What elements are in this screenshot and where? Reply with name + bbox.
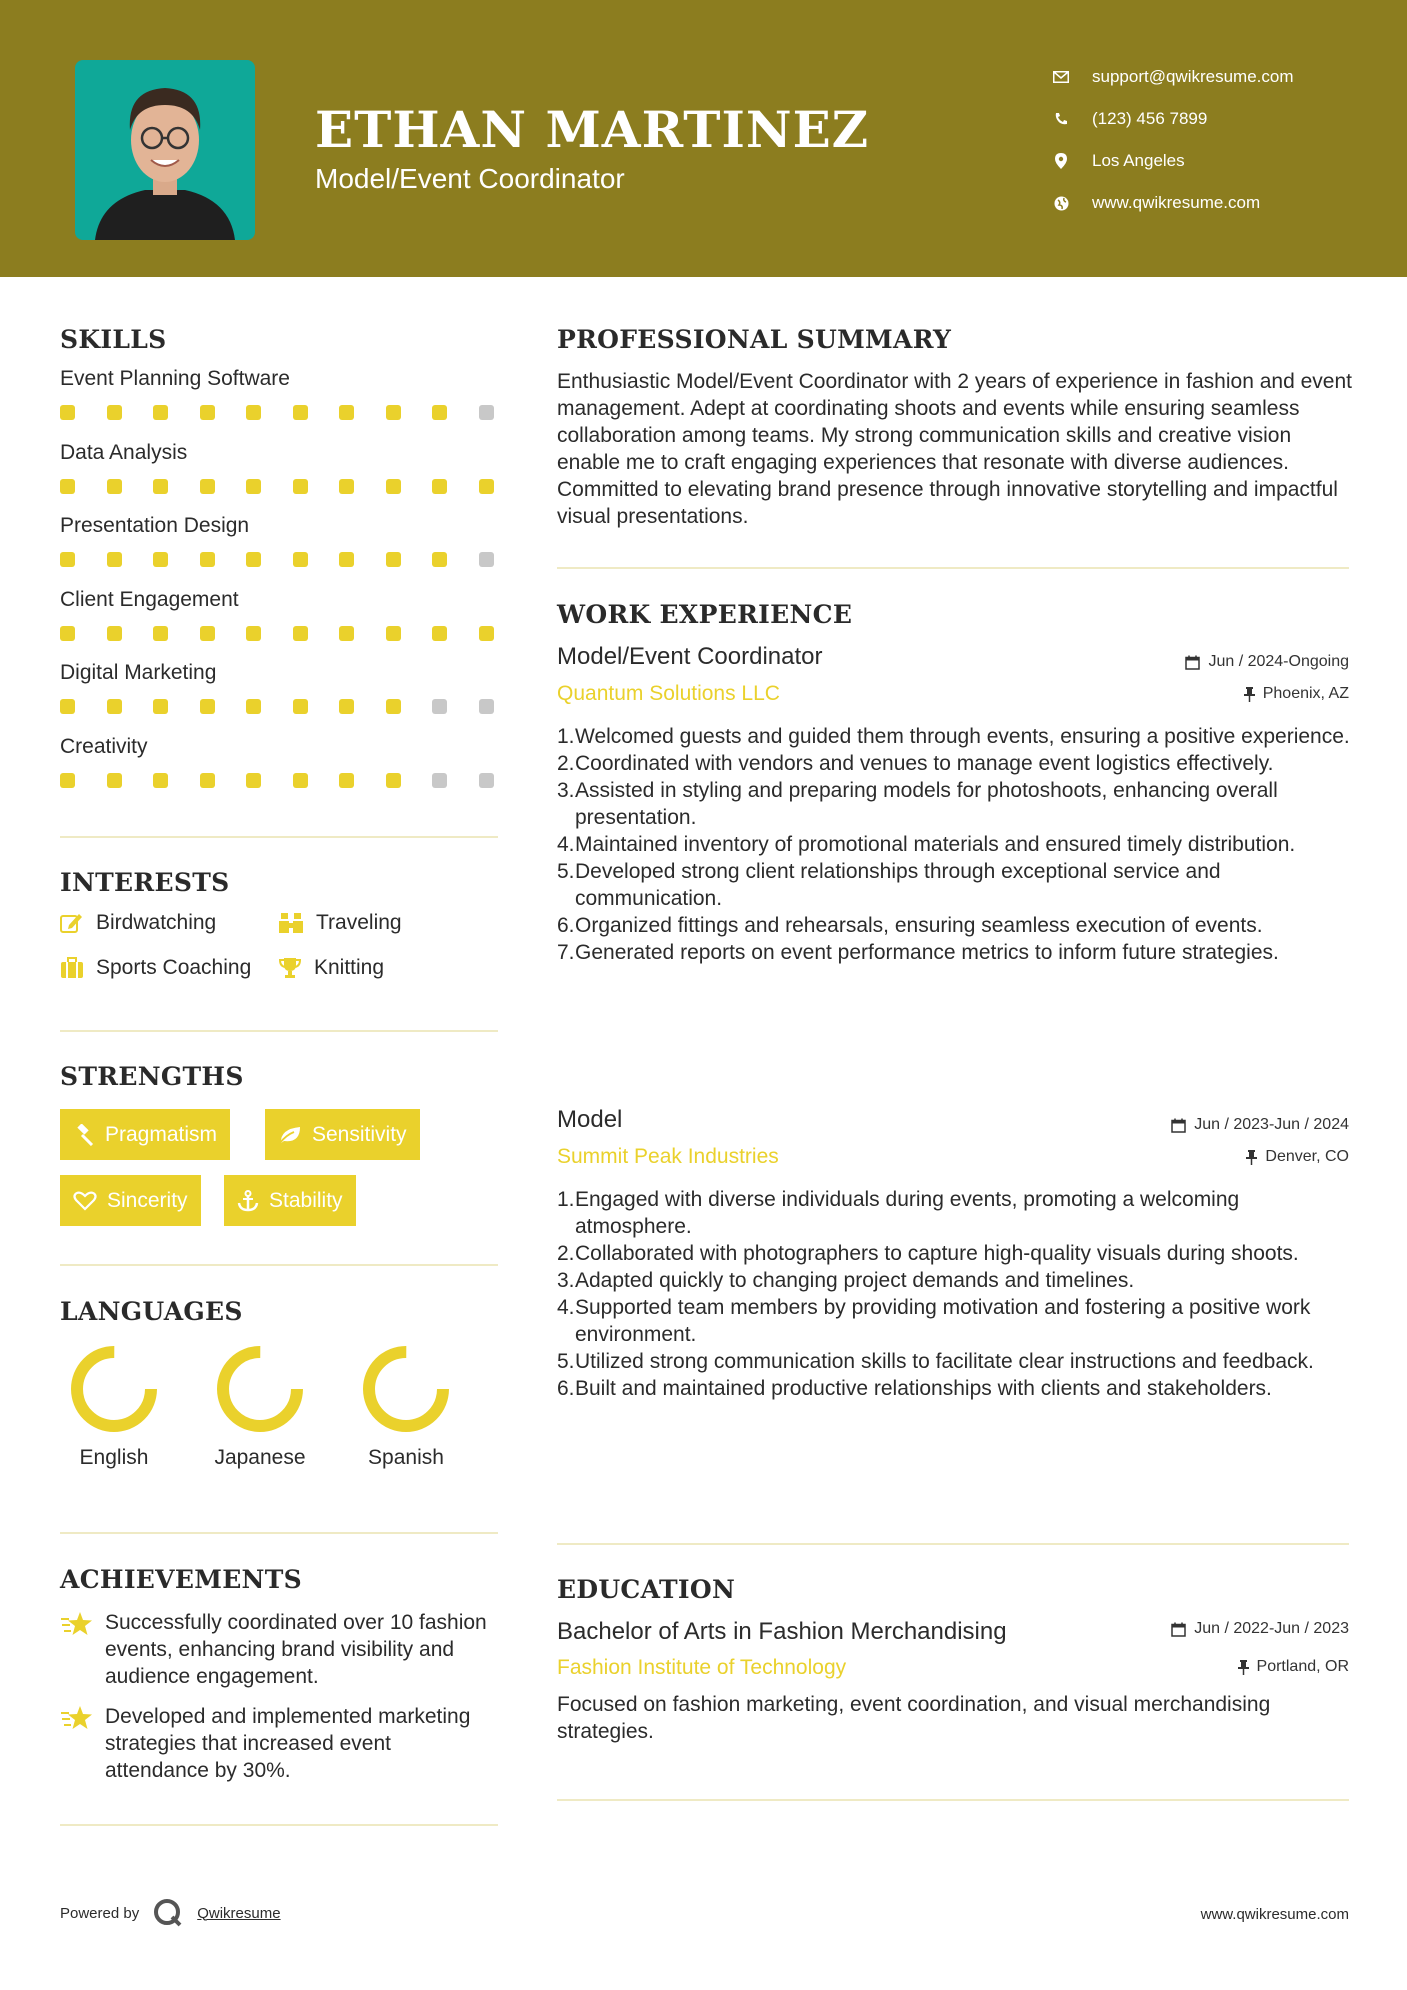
rating-dot	[293, 773, 308, 788]
rating-dot	[339, 773, 354, 788]
list-item: 6. Built and maintained productive relationships with clients and stakeholders.	[557, 1377, 1272, 1400]
list-item: 1. Welcomed guests and guided them through events, ensuring a positive experience.	[557, 725, 1350, 748]
skill-rating	[60, 773, 525, 788]
skill-rating	[60, 626, 525, 641]
language-item	[70, 1345, 170, 1470]
list-item: 6. Organized fittings and rehearsals, ensuring seamless execution of events.	[557, 914, 1263, 937]
rating-dot	[153, 626, 168, 641]
rating-dot	[432, 699, 447, 714]
section-divider	[557, 1543, 1349, 1545]
rating-dot	[293, 626, 308, 641]
interest-item	[278, 911, 402, 935]
location-text: Denver, CO	[1265, 1148, 1349, 1165]
rating-dot	[432, 773, 447, 788]
contact-email[interactable]	[1050, 56, 1294, 98]
achievement-text: Successfully coordinated over 10 fashion events, enhancing brand visibility and audience engagement.	[105, 1611, 487, 1688]
candidate-title: Model/Event Coordinator	[315, 163, 625, 194]
interest-label: Sports Coaching	[96, 956, 252, 979]
rating-dot	[479, 773, 494, 788]
strength-label: Sincerity	[107, 1188, 188, 1212]
rating-dot	[293, 405, 308, 420]
rating-dot	[60, 552, 75, 567]
rating-dot	[153, 479, 168, 494]
interest-item	[278, 956, 384, 980]
rating-dot	[153, 773, 168, 788]
rating-dot	[153, 405, 168, 420]
rating-dot	[432, 479, 447, 494]
location-text: Phoenix, AZ	[1262, 685, 1349, 702]
heart-icon	[73, 1191, 97, 1211]
list-item: 5. Developed strong client relationships through exceptional service and communication.	[557, 860, 1221, 910]
education-dates	[1171, 1620, 1349, 1638]
rating-dot	[479, 626, 494, 641]
list-item: 4. Maintained inventory of promotional materials and ensured timely distribution.	[557, 833, 1296, 856]
skill-label: Client Engagement	[60, 587, 239, 611]
calendar-icon	[1171, 1622, 1186, 1637]
job-location	[1244, 685, 1349, 703]
pushpin-icon	[1244, 687, 1255, 702]
section-divider	[60, 1824, 498, 1826]
rating-dot	[386, 773, 401, 788]
job-title: Model	[557, 1106, 623, 1133]
rating-dot	[107, 773, 122, 788]
dates-text: Jun / 2022-Jun / 2023	[1194, 1620, 1349, 1637]
phone-text: (123) 456 7899	[1092, 109, 1208, 128]
email-text: support@qwikresume.com	[1092, 67, 1294, 86]
rating-dot	[107, 699, 122, 714]
rating-dot	[479, 479, 494, 494]
calendar-icon	[1185, 655, 1200, 670]
binoculars-icon	[278, 912, 304, 934]
anchor-icon	[237, 1190, 259, 1212]
skill-label: Digital Marketing	[60, 661, 217, 684]
skill-rating	[60, 405, 525, 420]
section-divider	[557, 567, 1349, 569]
education-heading: EDUCATION	[557, 1575, 736, 1604]
dates-text: Jun / 2024-Ongoing	[1208, 653, 1349, 670]
rating-dot	[432, 405, 447, 420]
powered-by-text: Powered by	[60, 1904, 140, 1922]
rating-dot	[60, 773, 75, 788]
strength-label: Sensitivity	[312, 1122, 407, 1146]
gavel-icon	[73, 1124, 95, 1146]
rating-dot	[153, 699, 168, 714]
job-dates	[1185, 653, 1349, 671]
rating-dot	[200, 773, 215, 788]
strength-tag	[224, 1175, 356, 1226]
school-name: Fashion Institute of Technology	[557, 1656, 847, 1679]
rating-dot	[386, 626, 401, 641]
rating-dot	[60, 699, 75, 714]
rating-dot	[386, 552, 401, 567]
languages-heading: LANGUAGES	[60, 1297, 243, 1326]
skill-rating	[60, 552, 525, 567]
job-title: Model/Event Coordinator	[557, 643, 823, 670]
skill-label: Creativity	[60, 734, 148, 758]
rating-dot	[479, 699, 494, 714]
rating-dot	[60, 405, 75, 420]
skill-label: Presentation Design	[60, 514, 250, 537]
job-dates	[1171, 1116, 1349, 1134]
rating-dot	[386, 479, 401, 494]
skill-rating	[60, 479, 525, 494]
location-text: Los Angeles	[1092, 151, 1185, 170]
interest-label: Traveling	[316, 911, 402, 934]
language-gauge	[362, 1345, 462, 1445]
language-label: Japanese	[214, 1446, 306, 1469]
achievements-heading: ACHIEVEMENTS	[60, 1565, 302, 1594]
rating-dot	[339, 405, 354, 420]
star-icon	[60, 1703, 105, 1784]
language-gauge	[216, 1345, 316, 1445]
rating-dot	[246, 405, 261, 420]
rating-dot	[479, 552, 494, 567]
rating-dot	[339, 479, 354, 494]
rating-dot	[107, 405, 122, 420]
phone-icon	[1050, 112, 1072, 126]
interest-item	[60, 911, 216, 935]
footer-website[interactable]: www.qwikresume.com	[1200, 1906, 1349, 1923]
summary-text: Enthusiastic Model/Event Coordinator with 2 years of experience in fashion and event management. Adept at coordinating shoots and events while ensuring seamless collaboration among teams. My strong communication skills and creative vision enable me to craft engaging experiences that resonate with diverse audiences. Committed to elevating brand presence through innovative storytelling and impactful visual presentations.	[557, 370, 1352, 528]
achievement-item	[60, 1609, 500, 1690]
company-name: Quantum Solutions LLC	[557, 682, 780, 705]
strength-label: Stability	[269, 1188, 343, 1212]
rating-dot	[339, 699, 354, 714]
education-description: Focused on fashion marketing, event coordination, and visual merchandising strategies.	[557, 1693, 1271, 1743]
interest-label: Knitting	[314, 956, 385, 979]
contact-phone[interactable]	[1050, 98, 1294, 140]
rating-dot	[432, 552, 447, 567]
rating-dot	[293, 479, 308, 494]
section-divider	[60, 1264, 498, 1266]
contact-website[interactable]	[1050, 182, 1294, 224]
rating-dot	[246, 699, 261, 714]
list-item: 1. Engaged with diverse individuals during events, promoting a welcoming atmosphere.	[557, 1188, 1240, 1238]
section-divider	[557, 1799, 1349, 1801]
rating-dot	[339, 626, 354, 641]
strength-tag	[60, 1109, 230, 1160]
list-item: 2. Coordinated with vendors and venues to manage event logistics effectively.	[557, 752, 1274, 775]
education-location	[1238, 1658, 1349, 1676]
language-label: English	[79, 1446, 149, 1469]
degree-title: Bachelor of Arts in Fashion Merchandising	[557, 1618, 1007, 1645]
rating-dot	[200, 699, 215, 714]
leaf-icon	[278, 1125, 302, 1145]
language-label: Spanish	[368, 1446, 444, 1469]
calendar-icon	[1171, 1118, 1186, 1133]
envelope-icon	[1050, 71, 1072, 83]
strength-tag	[60, 1175, 201, 1226]
rating-dot	[246, 626, 261, 641]
section-divider	[60, 1532, 498, 1534]
edit-icon	[60, 912, 84, 934]
section-divider	[60, 836, 498, 838]
language-item	[362, 1345, 462, 1470]
rating-dot	[432, 626, 447, 641]
summary-heading: PROFESSIONAL SUMMARY	[557, 325, 952, 354]
pushpin-icon	[1246, 1150, 1257, 1165]
website-text: www.qwikresume.com	[1092, 193, 1261, 212]
rating-dot	[60, 479, 75, 494]
rating-dot	[246, 552, 261, 567]
section-divider	[60, 1030, 498, 1032]
rating-dot	[200, 552, 215, 567]
achievement-text: Developed and implemented marketing strategies that increased event attendance by 30%.	[105, 1705, 471, 1782]
trophy-icon	[278, 957, 302, 979]
skill-label: Event Planning Software	[60, 367, 290, 390]
interest-item	[60, 956, 251, 980]
rating-dot	[246, 773, 261, 788]
rating-dot	[339, 552, 354, 567]
briefcase-icon	[60, 957, 84, 979]
qwikresume-logo-icon	[153, 1898, 183, 1928]
language-gauge	[70, 1345, 170, 1445]
rating-dot	[60, 626, 75, 641]
rating-dot	[107, 552, 122, 567]
rating-dot	[386, 699, 401, 714]
rating-dot	[107, 479, 122, 494]
skills-heading: SKILLS	[60, 325, 167, 354]
list-item: 3. Assisted in styling and preparing models for photoshoots, enhancing overall presentation.	[557, 779, 1278, 829]
contact-info	[1050, 56, 1294, 224]
rating-dot	[386, 405, 401, 420]
job-location	[1246, 1148, 1349, 1166]
rating-dot	[246, 479, 261, 494]
list-item: 3. Adapted quickly to changing project demands and timelines.	[557, 1269, 1135, 1292]
rating-dot	[107, 626, 122, 641]
company-name: Summit Peak Industries	[557, 1145, 779, 1168]
list-item: 4. Supported team members by providing motivation and fostering a positive work environment.	[557, 1296, 1311, 1346]
job-bullets	[557, 1186, 1357, 1402]
language-item	[216, 1345, 316, 1470]
candidate-name: ETHAN MARTINEZ	[315, 100, 870, 159]
rating-dot	[200, 405, 215, 420]
dates-text: Jun / 2023-Jun / 2024	[1194, 1116, 1349, 1133]
strengths-heading: STRENGTHS	[60, 1062, 244, 1091]
footer-powered-by	[60, 1898, 281, 1928]
rating-dot	[200, 626, 215, 641]
resume-header	[0, 0, 1407, 277]
profile-photo	[75, 60, 255, 240]
qwikresume-link[interactable]: Qwikresume	[197, 1904, 281, 1922]
rating-dot	[153, 552, 168, 567]
list-item: 2. Collaborated with photographers to capture high-quality visuals during shoots.	[557, 1242, 1299, 1265]
pushpin-icon	[1238, 1660, 1249, 1675]
globe-icon	[1050, 196, 1072, 211]
rating-dot	[200, 479, 215, 494]
experience-heading: WORK EXPERIENCE	[557, 600, 853, 629]
skill-label: Data Analysis	[60, 440, 188, 464]
skill-rating	[60, 699, 525, 714]
achievement-item	[60, 1703, 500, 1784]
contact-location	[1050, 140, 1294, 182]
list-item: 5. Utilized strong communication skills to facilitate clear instructions and feedback.	[557, 1350, 1314, 1373]
rating-dot	[293, 552, 308, 567]
rating-dot	[479, 405, 494, 420]
list-item: 7. Generated reports on event performance metrics to inform future strategies.	[557, 941, 1279, 964]
rating-dot	[293, 699, 308, 714]
strength-label: Pragmatism	[105, 1122, 218, 1146]
job-bullets	[557, 723, 1357, 966]
interest-label: Birdwatching	[96, 911, 217, 934]
strength-tag	[265, 1109, 420, 1160]
star-icon	[60, 1609, 105, 1690]
location-text: Portland, OR	[1256, 1658, 1349, 1675]
interests-heading: INTERESTS	[60, 868, 230, 897]
map-pin-icon	[1050, 153, 1072, 169]
